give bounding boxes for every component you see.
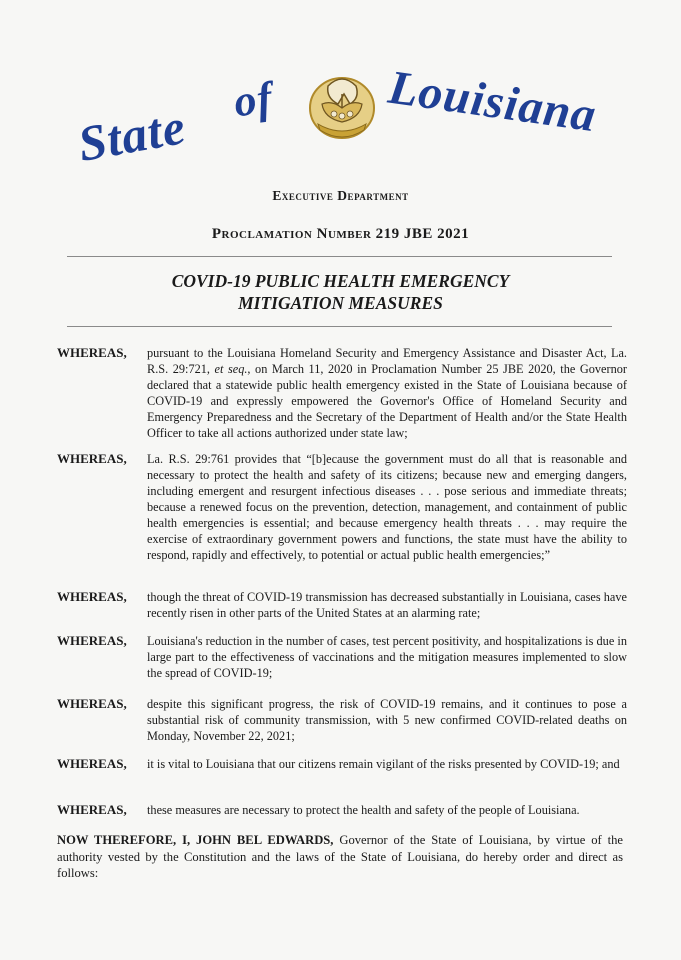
letterhead-word-state: State bbox=[73, 98, 190, 172]
clause-text: these measures are necessary to protect the health and safety of the people of Louisiana. bbox=[147, 803, 580, 817]
letterhead-word-louisiana: Louisiana bbox=[385, 60, 600, 143]
document-title bbox=[0, 270, 681, 314]
clause-label: WHEREAS, bbox=[57, 633, 127, 648]
document-title-line-1: COVID-19 PUBLIC HEALTH EMERGENCY bbox=[171, 271, 510, 291]
clause-text: it is vital to Louisiana that our citizens remain vigilant of the risks presented by COVID-19; and bbox=[147, 757, 620, 771]
clause-text: Louisiana's reduction in the number of cases, test percent positivity, and hospitalizations is due in large part to the effectiveness of vaccinations and the mitigation measures implemented to slow the spread of COVID-19; bbox=[147, 634, 627, 680]
department-heading: Executive Department bbox=[272, 188, 409, 203]
letterhead bbox=[0, 62, 681, 172]
pelican-seal-icon bbox=[298, 64, 386, 144]
now-therefore-lead: NOW THEREFORE, I, JOHN BEL EDWARDS, bbox=[57, 833, 334, 847]
clause-label: WHEREAS, bbox=[57, 589, 127, 604]
clause-label: WHEREAS, bbox=[57, 696, 127, 711]
clause-text: La. R.S. 29:761 provides that “[b]ecause the government must do all that is reasonable and necessary to protect the health and safety of its citizens; because new and emerging dangers, including emergent and resurgent infectious diseases . . . pose serious and immediate threats; because a renewed focus on the prevention, detection, management, and containment of public health emergencies is essential; and because emergency health threats . . . may require the exercise of extraordinary government powers and functions, the state must have the ability to respond, rapidly and effectively, to potential or actual public health emergencies;” bbox=[147, 452, 627, 562]
document-title-line-2: MITIGATION MEASURES bbox=[238, 293, 443, 313]
divider-bottom bbox=[67, 326, 612, 327]
now-therefore-text: Governor of the State of Louisiana, by virtue of the authority vested by the Constitution and the laws of the State of Louisiana, do hereby order and direct as follows: bbox=[57, 833, 623, 880]
clause-text: pursuant to the Louisiana Homeland Security and Emergency Assistance and Disaster Act, La. R.S. 29:721, et seq., on March 11, 2020 in Proclamation Number 25 JBE 2020, the Governor declared that a statewide public health emergency existed in the State of Louisiana because of COVID-19 and expressly empowered the Governor's Office of Homeland Security and Emergency Preparedness and the Secretary of the Department of Health and/or the State Health Officer to take all actions authorized under state law; bbox=[147, 346, 627, 440]
clause-label: WHEREAS, bbox=[57, 802, 127, 817]
now-therefore-paragraph bbox=[57, 832, 623, 882]
letterhead-word-of: of bbox=[230, 72, 276, 127]
clause-label: WHEREAS, bbox=[57, 756, 127, 771]
clause-label: WHEREAS, bbox=[57, 345, 127, 360]
proclamation-number: Proclamation Number 219 JBE 2021 bbox=[211, 226, 470, 242]
clause-text: though the threat of COVID-19 transmission has decreased substantially in Louisiana, cases have recently risen in other parts of the United States at an alarming rate; bbox=[147, 590, 627, 620]
clause-label: WHEREAS, bbox=[57, 451, 127, 466]
clause-text: despite this significant progress, the risk of COVID-19 remains, and it continues to pose a substantial risk of community transmission, with 5 new confirmed COVID-related deaths on Monday, November 22, 2021; bbox=[147, 697, 627, 743]
divider-top bbox=[67, 256, 612, 257]
